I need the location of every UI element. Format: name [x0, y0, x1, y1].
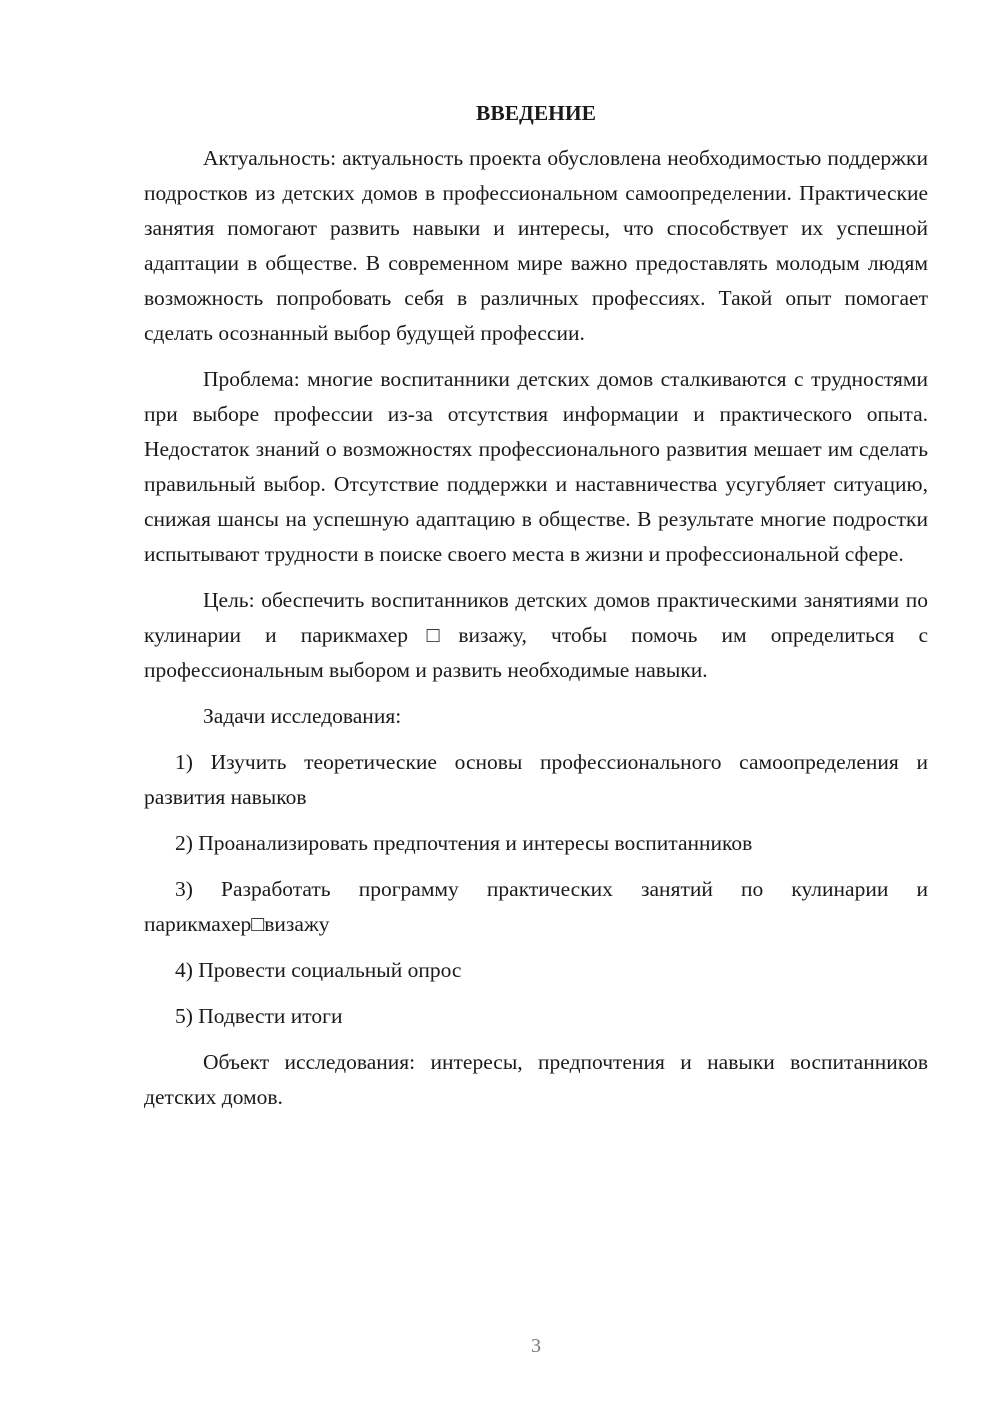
page-content — [144, 96, 928, 1126]
task-item-1: 1) Изучить теоретические основы профессионального самоопределения и развития навыков — [144, 750, 928, 809]
tasks-heading: Задачи исследования: — [203, 704, 402, 728]
task-item-5: 5) Подвести итоги — [175, 1004, 343, 1028]
section-title: ВВЕДЕНИЕ — [476, 101, 596, 125]
task-item-3: 3) Разработать программу практических занятий по кулинарии и парикмахер□визажу — [144, 877, 928, 936]
task-item-2: 2) Проанализировать предпочтения и интересы воспитанников — [175, 831, 753, 855]
paragraph-problem: Проблема: многие воспитанники детских домов сталкиваются с трудностями при выборе профессии из-за отсутствия информации и практического опыта. Недостаток знаний о возможностях профессионального развития мешает им сделать правильный выбор. Отсутствие поддержки и наставничества усугубляет ситуацию, снижая шансы на успешную адаптацию в обществе. В результате многие подростки испытывают трудности в поиске своего места в жизни и профессиональной сфере. — [144, 367, 928, 566]
task-item-4: 4) Провести социальный опрос — [175, 958, 462, 982]
paragraph-goal: Цель: обеспечить воспитанников детских домов практическими занятиями по кулинарии и парикмахер□визажу, чтобы помочь им определиться с профессиональным выбором и развить необходимые навыки. — [144, 588, 928, 682]
page-number: 3 — [531, 1335, 541, 1357]
paragraph-relevance: Актуальность: актуальность проекта обусловлена необходимостью поддержки подростков из детских домов в профессиональном самоопределении. Практические занятия помогают развить навыки и интересы, что способствует их успешной адаптации в обществе. В современном мире важно предоставлять молодым людям возможность попробовать себя в различных профессиях. Такой опыт помогает сделать осознанный выбор будущей профессии. — [144, 146, 928, 345]
paragraph-object: Объект исследования: интересы, предпочтения и навыки воспитанников детских домов. — [144, 1050, 928, 1109]
